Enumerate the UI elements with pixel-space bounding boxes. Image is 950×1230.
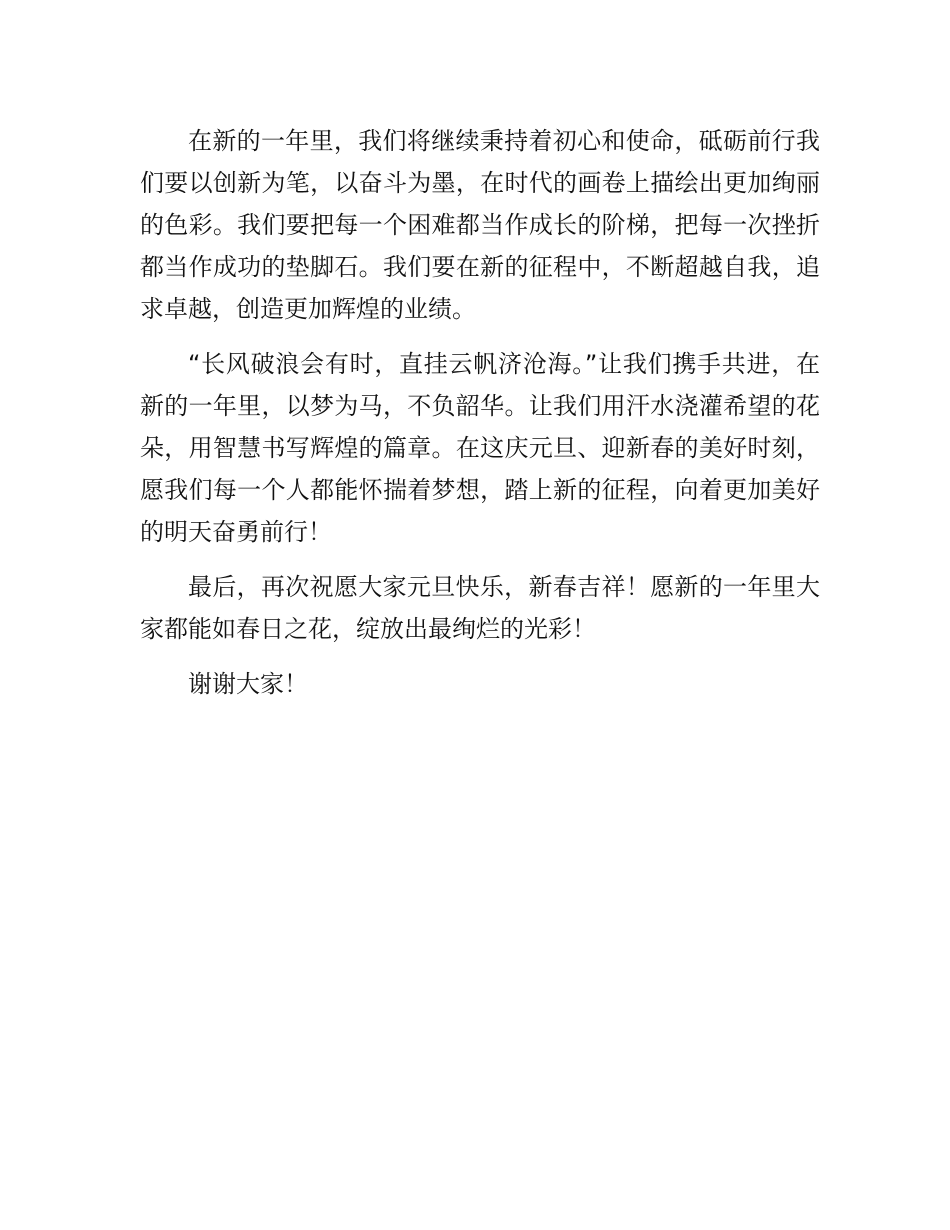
document-body	[140, 120, 820, 718]
paragraph-closing-wishes: 最后，再次祝愿大家元旦快乐，新春吉祥！愿新的一年里大家都能如春日之花，绽放出最绚烂的光彩！	[140, 573, 820, 643]
paragraph-poem-quote: “长风破浪会有时，直挂云帆济沧海。”让我们携手共进，在新的一年里，以梦为马，不负韶华。让我们用汗水浇灌希望的花朵，用智慧书写辉煌的篇章。在这庆元旦、迎新春的美好时刻，愿我们每一个人都能怀揣着梦想，踏上新的征程，向着更加美好的明天奋勇前行！	[140, 350, 820, 546]
paragraph-thanks: 谢谢大家！	[188, 670, 308, 698]
paragraph-new-year-commitment: 在新的一年里，我们将继续秉持着初心和使命，砥砺前行我们要以创新为笔，以奋斗为墨，在时代的画卷上描绘出更加绚丽的色彩。我们要把每一个困难都当作成长的阶梯，把每一次挫折都当作成功的垫脚石。我们要在新的征程中，不断超越自我，追求卓越，创造更加辉煌的业绩。	[140, 127, 820, 323]
